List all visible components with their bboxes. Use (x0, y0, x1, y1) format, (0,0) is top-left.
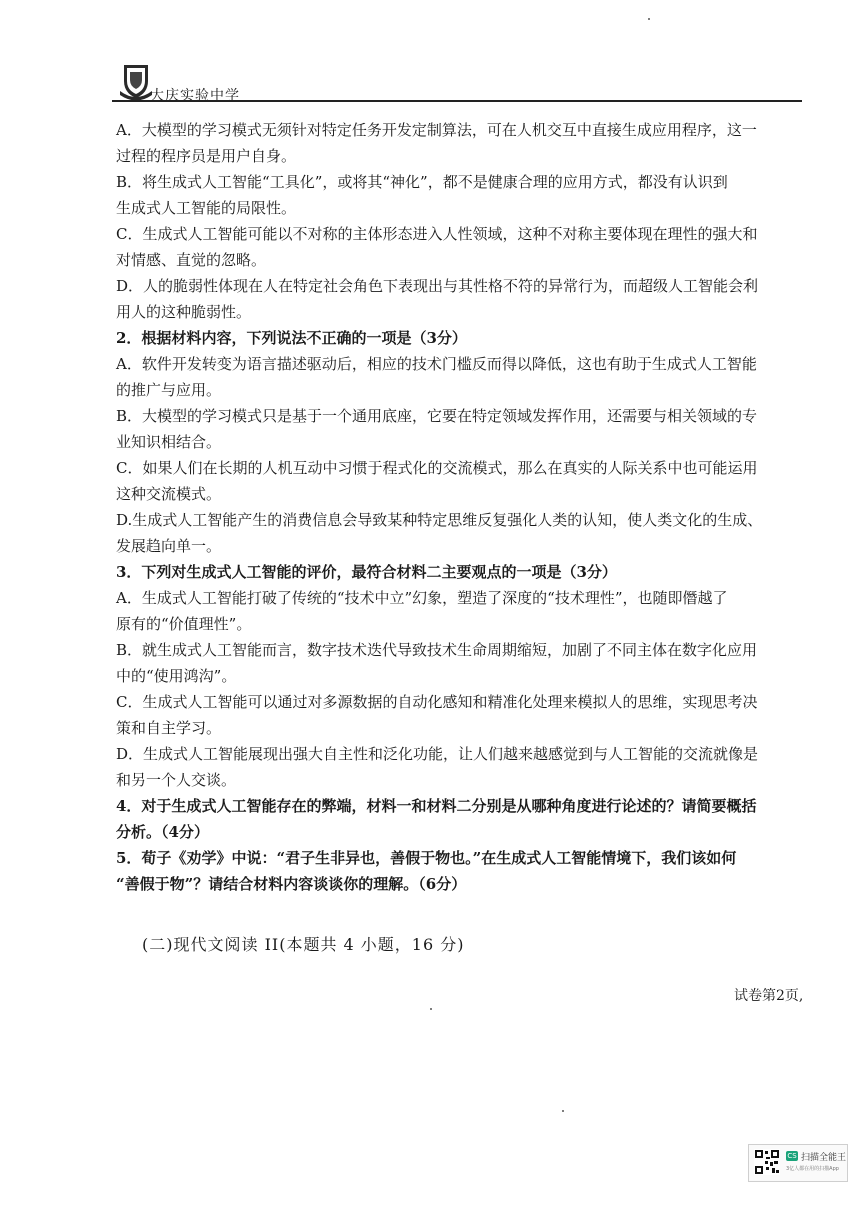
option-line: D.生成式人工智能产生的消费信息会导致某种特定思维反复强化人类的认知，使人类文化的生成、 (116, 511, 763, 529)
option-line: 和另一个人交谈。 (116, 771, 237, 789)
header-rule (112, 100, 802, 102)
option-line: D．人的脆弱性体现在人在特定社会角色下表现出与其性格不符的异常行为，而超级人工智能会利 (116, 277, 759, 295)
option-line: 用人的这种脆弱性。 (116, 303, 252, 321)
option-line: B．就生成式人工智能而言，数字技术迭代导致技术生命周期缩短，加剧了不同主体在数字化应用 (116, 641, 758, 659)
option-line: 原有的“价值理性”。 (116, 615, 252, 633)
option-line: 业知识相结合。 (116, 433, 222, 451)
qr-code-icon (754, 1149, 780, 1175)
option-line: C．生成式人工智能可能以不对称的主体形态进入人性领域，这种不对称主要体现在理性的强大和 (116, 225, 758, 243)
option-line: B．大模型的学习模式只是基于一个通用底座，它要在特定领域发挥作用，还需要与相关领域的专 (116, 407, 758, 425)
option-line: A．软件开发转变为语言描述驱动后，相应的技术门槛反而得以降低，这也有助于生成式人工智能 (116, 355, 757, 373)
option-line: A．大模型的学习模式无须针对特定任务开发定制算法，可在人机交互中直接生成应用程序，这一 (116, 121, 757, 139)
question-line: 2．根据材料内容，下列说法不正确的一项是（3分） (116, 329, 467, 347)
question-line: 分析。（4分） (116, 823, 209, 841)
question-line: 5．荀子《劝学》中说：“君子生非异也，善假于物也。”在生成式人工智能情境下，我们该如何 (116, 849, 737, 867)
question-content (116, 117, 788, 897)
option-line: 中的“使用鸿沟”。 (116, 667, 237, 685)
option-line: A．生成式人工智能打破了传统的“技术中立”幻象，塑造了深度的“技术理性”，也随即僭越了 (116, 589, 728, 607)
school-name: 大庆实验中学 (150, 88, 240, 104)
option-line: D．生成式人工智能展现出强大自主性和泛化功能，让人们越来越感觉到与人工智能的交流就像是 (116, 745, 759, 763)
scan-speck (648, 18, 650, 20)
page-header (112, 55, 802, 103)
option-line: C．如果人们在长期的人机互动中习惯于程式化的交流模式，那么在真实的人际关系中也可能运用 (116, 459, 758, 477)
option-line: 过程的程序员是用户自身。 (116, 147, 297, 165)
option-line: C．生成式人工智能可以通过对多源数据的自动化感知和精准化处理来模拟人的思维，实现思考决 (116, 693, 758, 711)
option-line: 这种交流模式。 (116, 485, 222, 503)
scanner-brand: 扫描全能王 (801, 1153, 847, 1163)
scan-speck (430, 1008, 432, 1010)
scanner-logo-icon: CS (787, 1152, 797, 1160)
question-line: 4．对于生成式人工智能存在的弊端，材料一和材料二分别是从哪种角度进行论述的？请简要概括 (116, 797, 757, 815)
option-line: 的推广与应用。 (116, 381, 222, 399)
page-number: 试卷第2页, (734, 988, 804, 1004)
option-line: 发展趋向单一。 (116, 537, 222, 555)
option-line: 生成式人工智能的局限性。 (116, 199, 297, 217)
option-line: 对情感、直觉的忽略。 (116, 251, 267, 269)
option-line: B．将生成式人工智能“工具化”，或将其“神化”，都不是健康合理的应用方式，都没有认识到 (116, 173, 728, 191)
question-line: 3．下列对生成式人工智能的评价，最符合材料二主要观点的一项是（3分） (116, 563, 617, 581)
scanner-tagline: 3亿人都在用的扫描App (786, 1166, 839, 1172)
question-line: “善假于物”？请结合材料内容谈谈你的理解。（6分） (116, 875, 467, 893)
scan-speck (562, 1110, 564, 1112)
scanner-watermark (748, 1144, 848, 1182)
option-line: 策和自主学习。 (116, 719, 222, 737)
section-title: (二)现代文阅读 II(本题共 4 小题，16 分) (142, 935, 465, 954)
